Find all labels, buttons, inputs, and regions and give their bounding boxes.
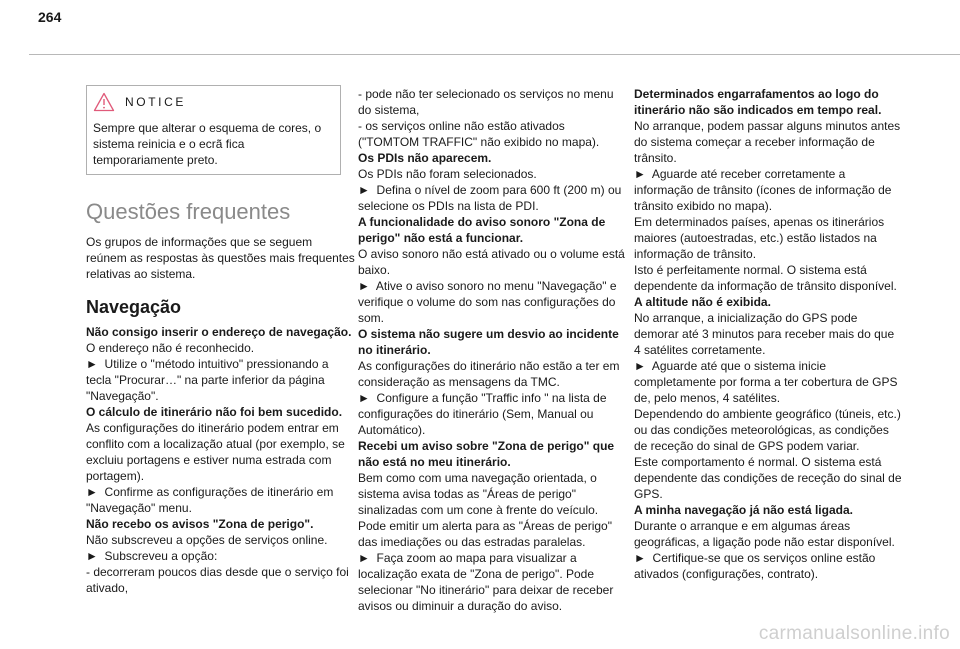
column-2 <box>358 86 628 614</box>
faq-question: Não recebo os avisos "Zona de perigo". <box>86 517 314 531</box>
faq-answer: - pode não ter selecionado os serviços no menu do sistema, - os serviços online não estão ativados ("TOMTOM TRAFFIC" não exibido no mapa). <box>358 87 614 149</box>
faq-answer: As configurações do itinerário não estão a ter em consideração as mensagens da TMC. ► Configure a função "Traffic info " na lista de configurações do itinerário (Sem, Manual ou Automático). <box>358 359 620 437</box>
header-divider <box>29 54 960 55</box>
faq-question: A funcionalidade do aviso sonoro "Zona de perigo" não está a funcionar. <box>358 215 609 245</box>
notice-header <box>93 92 186 112</box>
faq-question: Os PDIs não aparecem. <box>358 151 492 165</box>
faq-question: Não consigo inserir o endereço de navegação. <box>86 325 352 339</box>
faq-answer: Os PDIs não foram selecionados. ► Defina o nível de zoom para 600 ft (200 m) ou selecione os PDIs na lista de PDI. <box>358 167 622 213</box>
subsection-title: Navegação <box>86 297 182 317</box>
notice-box <box>86 85 341 175</box>
faq-question: Recebi um aviso sobre "Zona de perigo" que não está no meu itinerário. <box>358 439 618 469</box>
section-title: Questões frequentes <box>86 199 291 224</box>
column-1 <box>86 85 359 596</box>
notice-title: NOTICE <box>125 95 186 109</box>
page-number: 264 <box>38 9 62 25</box>
faq-question: O sistema não sugere um desvio ao incidente no itinerário. <box>358 327 623 357</box>
column-3 <box>634 86 904 582</box>
faq-answer: O endereço não é reconhecido. ► Utilize o "método intuitivo" pressionando a tecla "Procurar…" na parte inferior da página "Navegação". <box>86 341 329 403</box>
warning-triangle-icon <box>93 92 115 112</box>
faq-answer: No arranque, a inicialização do GPS pode demorar até 3 minutos para receber mais do que 4 satélites corretamente. ► Aguarde até que o sistema inicie completamente por forma a ter cobertura de GPS de, pelo menos, 4 satélites. Dependendo do ambiente geográfico (túneis, etc.) ou das condições meteorológicas, as condições de receção do sinal de GPS podem variar. Este comportamento é normal. O sistema está dependente das condições de receção do sinal de GPS. <box>634 311 902 501</box>
faq-question: A altitude não é exibida. <box>634 295 771 309</box>
notice-body: Sempre que alterar o esquema de cores, o sistema reinicia e o ecrã fica temporariamente preto. <box>93 121 322 167</box>
watermark: carmanualsonline.info <box>758 623 950 644</box>
faq-list-column-1 <box>86 324 356 596</box>
faq-question: A minha navegação já não está ligada. <box>634 503 853 517</box>
faq-list-column-2 <box>358 86 628 614</box>
faq-question: Determinados engarrafamentos ao logo do itinerário não são indicados em tempo real. <box>634 87 883 117</box>
section-intro: Os grupos de informações que se seguem reúnem as respostas às questões mais frequentes relativas ao sistema. <box>86 235 359 281</box>
faq-answer: Não subscreveu a opções de serviços online. ► Subscreveu a opção: - decorreram poucos dias desde que o serviço foi ativado, <box>86 533 349 595</box>
faq-answer: O aviso sonoro não está ativado ou o volume está baixo. ► Ative o aviso sonoro no menu "Navegação" e verifique o volume do som nas configurações do som. <box>358 247 625 325</box>
faq-list-column-3 <box>634 86 904 582</box>
faq-answer: Bem como com uma navegação orientada, o sistema avisa todas as "Áreas de perigo" sinalizadas com um cone à frente do veículo. Pode emitir um alerta para as "Áreas de perigo" das imediações ou das estradas paralelas. ► Faça zoom ao mapa para visualizar a localização exata de "Zona de perigo". Pode selecionar "No itinerário" para deixar de receber avisos ou diminuir a duração do aviso. <box>358 471 614 613</box>
faq-answer: No arranque, podem passar alguns minutos antes do sistema começar a receber informação de trânsito. ► Aguarde até receber corretamente a informação de trânsito (ícones de informação de trânsito exibido no mapa). Em determinados países, apenas os itinerários maiores (autoestradas, etc.) estão listados na informação de trânsito. Isto é perfeitamente normal. O sistema está dependente da informação de trânsito disponível. <box>634 119 901 293</box>
faq-question: O cálculo de itinerário não foi bem sucedido. <box>86 405 343 419</box>
faq-answer: Durante o arranque e em algumas áreas geográficas, a ligação pode não estar disponível. ► Certifique-se que os serviços online estão ativados (configurações, contrato). <box>634 519 895 581</box>
faq-answer: As configurações do itinerário podem entrar em conflito com a localização atual (por exemplo, se excluiu portagens e estiver numa estrada com portagem). ► Confirme as configurações de itinerário em "Navegação" menu. <box>86 421 345 515</box>
